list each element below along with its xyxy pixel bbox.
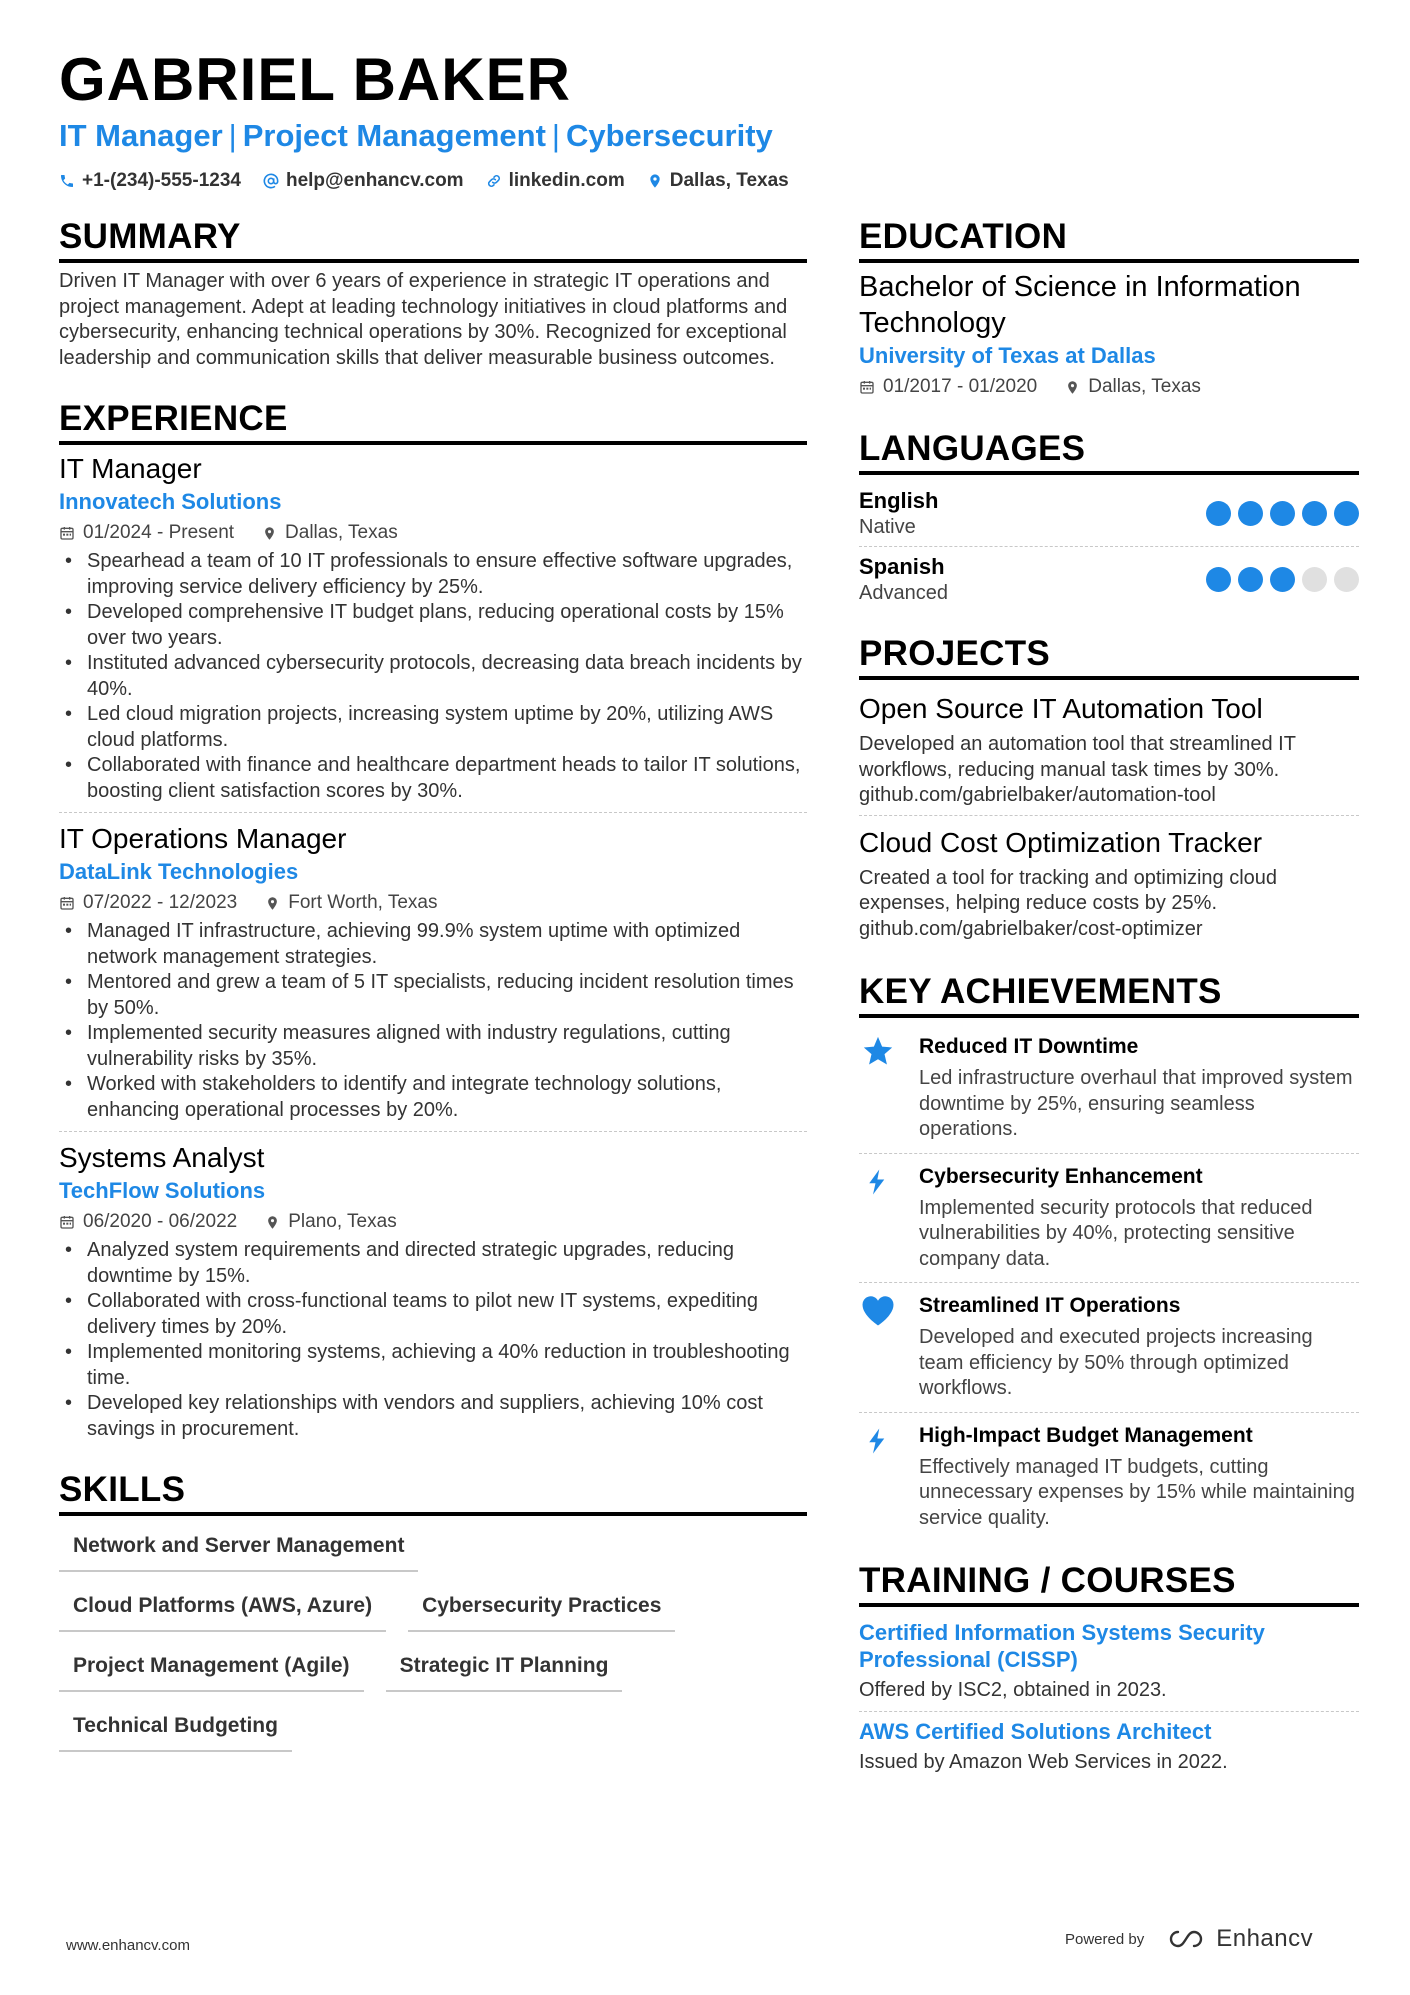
achievement-entry xyxy=(859,1024,1359,1153)
job-entry xyxy=(59,812,807,1131)
experience-section xyxy=(59,397,807,1450)
education-heading: EDUCATION xyxy=(859,215,1359,263)
job-title: Systems Analyst xyxy=(59,1142,265,1173)
course-text: Issued by Amazon Web Services in 2022. xyxy=(859,1751,1228,1773)
course-title[interactable]: Certified Information Systems Security Professional (CISSP) xyxy=(859,1620,1265,1672)
language-row xyxy=(859,546,1359,612)
education-meta xyxy=(859,373,1359,401)
project-link[interactable]: github.com/gabrielbaker/cost-optimizer xyxy=(859,917,1203,940)
phone-icon xyxy=(59,173,75,189)
contact-bar xyxy=(59,168,789,194)
job-title: IT Manager xyxy=(59,453,202,484)
location-pin-icon xyxy=(262,525,277,542)
language-info xyxy=(859,553,948,606)
rating-dot-empty xyxy=(1302,567,1327,592)
company-name[interactable]: Innovatech Solutions xyxy=(59,489,282,514)
achievement-text: Developed and executed projects increasing team efficiency by 50% through optimized workflows. xyxy=(919,1326,1313,1399)
at-sign-icon xyxy=(263,173,279,189)
projects-heading: PROJECTS xyxy=(859,632,1359,680)
achievement-entry xyxy=(859,1282,1359,1412)
headline-separator: | xyxy=(551,118,560,153)
achievement-body xyxy=(919,1032,1359,1143)
achievement-title: Streamlined IT Operations xyxy=(919,1294,1181,1317)
skill-tag: Strategic IT Planning xyxy=(386,1646,623,1692)
left-column xyxy=(59,215,807,1766)
summary-text: Driven IT Manager with over 6 years of experience in strategic IT operations and project management. Adept at leading technology initiatives in cloud platforms and cybersecurity, enhancing technical operations by 30%. Recognized for exceptional leadership and communication skills that deliver measurable business outcomes. xyxy=(59,270,788,369)
skill-tag: Cloud Platforms (AWS, Azure) xyxy=(59,1586,386,1632)
job-bullet: • Instituted advanced cybersecurity protocols, decreasing data breach incidents by 40%. xyxy=(59,651,807,702)
calendar-icon xyxy=(859,379,875,395)
job-meta xyxy=(59,1208,807,1236)
rating-dot-filled xyxy=(1270,501,1295,526)
achievements-heading: KEY ACHIEVEMENTS xyxy=(859,970,1359,1018)
contact-email[interactable] xyxy=(263,168,464,194)
job-bullet: • Managed IT infrastructure, achieving 99.9% system uptime with optimized network management strategies. xyxy=(59,919,807,970)
skill-tag: Network and Server Management xyxy=(59,1526,418,1572)
rating-dot-filled xyxy=(1270,567,1295,592)
rating-dot-filled xyxy=(1206,501,1231,526)
job-location xyxy=(262,519,398,547)
location-pin-icon xyxy=(265,895,280,912)
summary-heading: SUMMARY xyxy=(59,215,807,263)
achievement-title: High-Impact Budget Management xyxy=(919,1423,1253,1447)
project-entry xyxy=(859,686,1359,815)
job-location xyxy=(265,889,437,917)
job-bullet: • Led cloud migration projects, increasing system uptime by 20%, utilizing AWS cloud platforms. xyxy=(59,702,807,753)
skill-tag: Project Management (Agile) xyxy=(59,1646,364,1692)
achievement-body xyxy=(919,1162,1359,1273)
location-pin-icon xyxy=(265,1214,280,1231)
lightning-icon xyxy=(863,1423,893,1459)
achievement-entry xyxy=(859,1412,1359,1542)
candidate-name: GABRIEL BAKER xyxy=(59,46,571,113)
job-bullets xyxy=(59,1238,807,1442)
education-dates xyxy=(859,373,1037,401)
job-dates xyxy=(59,1208,237,1236)
language-info xyxy=(859,487,938,540)
achievement-text: Led infrastructure overhaul that improved system downtime by 25%, ensuring seamless operations. xyxy=(919,1067,1353,1140)
headline xyxy=(59,116,773,156)
rating-dot-filled xyxy=(1334,501,1359,526)
right-column xyxy=(859,215,1359,1783)
education-section xyxy=(859,215,1359,401)
footer-website[interactable]: www.enhancv.com xyxy=(66,1937,190,1954)
project-title: Cloud Cost Optimization Tracker xyxy=(859,826,1263,858)
rating-dot-filled xyxy=(1238,567,1263,592)
footer-branding xyxy=(1065,1925,1313,1953)
summary-section xyxy=(59,215,807,371)
training-heading: TRAINING / COURSES xyxy=(859,1559,1359,1607)
heart-icon xyxy=(859,1293,897,1327)
achievement-icon-slot xyxy=(859,1032,897,1143)
lightning-icon xyxy=(863,1164,893,1200)
job-dates-text: 01/2024 - Present xyxy=(83,522,235,543)
project-link[interactable]: github.com/gabrielbaker/automation-tool xyxy=(859,784,1216,806)
job-bullet: • Worked with stakeholders to identify and integrate technology solutions, enhancing operational processes by 20%. xyxy=(59,1072,807,1123)
job-dates-text: 07/2022 - 12/2023 xyxy=(83,892,238,913)
contact-location xyxy=(647,168,789,194)
education-dates-text: 01/2017 - 01/2020 xyxy=(883,376,1038,397)
job-bullet: • Developed key relationships with vendors and suppliers, achieving 10% cost savings in procurement. xyxy=(59,1391,807,1442)
headline-role-1: IT Manager xyxy=(59,118,223,153)
brand-name: Enhancv xyxy=(1216,1925,1314,1952)
phone-text: +1-(234)-555-1234 xyxy=(82,170,241,191)
achievement-icon-slot xyxy=(859,1421,897,1532)
achievements-section xyxy=(859,970,1359,1541)
job-meta xyxy=(59,889,807,917)
course-entry xyxy=(859,1613,1359,1711)
language-row xyxy=(859,481,1359,546)
education-location xyxy=(1065,373,1201,401)
rating-dot-filled xyxy=(1302,501,1327,526)
language-rating xyxy=(1206,567,1359,592)
link-icon xyxy=(486,173,502,189)
achievement-text: Implemented security protocols that reduced vulnerabilities by 40%, protecting sensitive company data. xyxy=(919,1196,1313,1270)
email-text: help@enhancv.com xyxy=(285,170,464,191)
achievement-icon-slot xyxy=(859,1291,897,1402)
project-entry xyxy=(859,815,1359,949)
project-description: Created a tool for tracking and optimizing cloud expenses, helping reduce costs by 25%. xyxy=(859,866,1278,914)
job-location-text: Plano, Texas xyxy=(288,1211,397,1232)
company-name[interactable]: TechFlow Solutions xyxy=(59,1178,266,1203)
project-title: Open Source IT Automation Tool xyxy=(859,693,1263,724)
languages-section xyxy=(859,427,1359,612)
job-location xyxy=(265,1208,396,1236)
achievement-title: Cybersecurity Enhancement xyxy=(919,1164,1203,1188)
achievement-body xyxy=(919,1291,1359,1402)
job-bullets xyxy=(59,549,807,804)
job-bullet: • Developed comprehensive IT budget plans, reducing operational costs by 15% over two years. xyxy=(59,600,807,651)
job-bullets xyxy=(59,919,807,1123)
skill-tag: Technical Budgeting xyxy=(59,1706,292,1752)
job-bullet: • Implemented security measures aligned with industry regulations, cutting vulnerability risks by 35%. xyxy=(59,1021,807,1072)
rating-dot-empty xyxy=(1334,567,1359,592)
project-description: Developed an automation tool that streamlined IT workflows, reducing manual task times by 30%. xyxy=(859,733,1296,781)
achievement-text: Effectively managed IT budgets, cutting unnecessary expenses by 15% while maintaining service quality. xyxy=(919,1455,1355,1529)
language-rating xyxy=(1206,501,1359,526)
language-level: Advanced xyxy=(859,582,948,604)
star-icon xyxy=(861,1034,895,1068)
job-bullet: • Collaborated with cross-functional teams to pilot new IT systems, expediting delivery times by 20%. xyxy=(59,1289,807,1340)
languages-heading: LANGUAGES xyxy=(859,427,1359,475)
projects-section xyxy=(859,632,1359,948)
rating-dot-filled xyxy=(1206,567,1231,592)
job-dates xyxy=(59,889,237,917)
course-title[interactable]: AWS Certified Solutions Architect xyxy=(859,1719,1212,1744)
location-pin-icon xyxy=(647,173,663,189)
achievement-entry xyxy=(859,1153,1359,1283)
language-name: English xyxy=(859,488,939,513)
skills-list xyxy=(59,1526,807,1766)
experience-heading: EXPERIENCE xyxy=(59,397,807,445)
skill-tag: Cybersecurity Practices xyxy=(408,1586,675,1632)
calendar-icon xyxy=(59,1214,75,1230)
achievement-body xyxy=(919,1421,1359,1532)
linkedin-text: linkedin.com xyxy=(508,170,625,191)
job-bullet: • Analyzed system requirements and directed strategic upgrades, reducing downtime by 15%. xyxy=(59,1238,807,1289)
headline-separator: | xyxy=(228,118,237,153)
job-location-text: Dallas, Texas xyxy=(285,522,398,543)
contact-linkedin[interactable] xyxy=(486,168,625,194)
course-text: Offered by ISC2, obtained in 2023. xyxy=(859,1679,1167,1701)
degree-title: Bachelor of Science in Information Technology xyxy=(859,271,1301,339)
job-title: IT Operations Manager xyxy=(59,823,347,854)
calendar-icon xyxy=(59,895,75,911)
calendar-icon xyxy=(59,525,75,541)
powered-by-text: Powered by xyxy=(1065,1930,1145,1948)
company-name[interactable]: DataLink Technologies xyxy=(59,859,299,884)
job-bullet: • Spearhead a team of 10 IT professionals to ensure effective software upgrades, improving service delivery efficiency by 25%. xyxy=(59,549,807,600)
rating-dot-filled xyxy=(1238,501,1263,526)
school-name[interactable]: University of Texas at Dallas xyxy=(859,343,1156,368)
brand-logo[interactable] xyxy=(1162,1925,1313,1953)
language-name: Spanish xyxy=(859,554,945,579)
headline-role-2: Project Management xyxy=(242,118,546,153)
education-location-text: Dallas, Texas xyxy=(1088,376,1201,397)
training-section xyxy=(859,1559,1359,1783)
job-entry xyxy=(59,1131,807,1450)
location-pin-icon xyxy=(1065,379,1080,396)
job-dates-text: 06/2020 - 06/2022 xyxy=(83,1211,238,1232)
course-entry xyxy=(859,1711,1359,1783)
job-meta xyxy=(59,519,807,547)
job-entry xyxy=(59,451,807,812)
skills-section xyxy=(59,1468,807,1766)
enhancv-logo-icon xyxy=(1162,1927,1208,1951)
job-dates xyxy=(59,519,234,547)
job-bullet: • Implemented monitoring systems, achieving a 40% reduction in troubleshooting time. xyxy=(59,1340,807,1391)
skills-heading: SKILLS xyxy=(59,1468,807,1516)
job-location-text: Fort Worth, Texas xyxy=(288,892,438,913)
achievement-icon-slot xyxy=(859,1162,897,1273)
achievement-title: Reduced IT Downtime xyxy=(919,1035,1139,1058)
language-level: Native xyxy=(859,516,916,538)
job-bullet: • Mentored and grew a team of 5 IT specialists, reducing incident resolution times by 50%. xyxy=(59,970,807,1021)
location-text: Dallas, Texas xyxy=(669,170,789,191)
headline-role-3: Cybersecurity xyxy=(565,118,773,153)
contact-phone[interactable] xyxy=(59,168,241,194)
job-bullet: • Collaborated with finance and healthcare department heads to tailor IT solutions, boosting client satisfaction scores by 30%. xyxy=(59,753,807,804)
